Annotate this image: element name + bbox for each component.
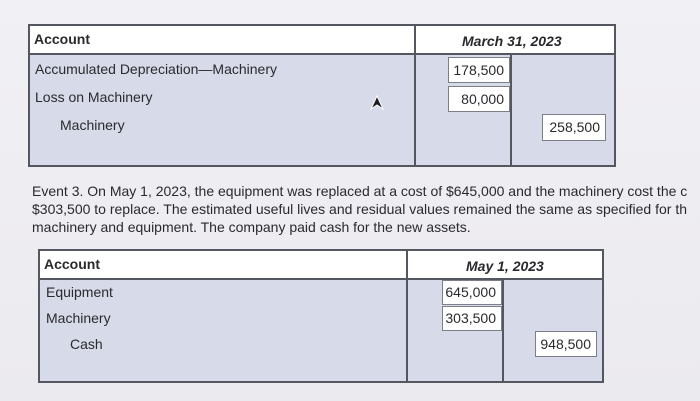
row-account-machinery: Machinery <box>46 310 111 326</box>
header-account: Account <box>34 31 90 47</box>
event-line-1: Event 3. On May 1, 2023, the equipment was replaced at a cost of $645,000 and the machinery cost the c <box>32 183 688 199</box>
column-divider <box>414 26 416 165</box>
table-header <box>40 251 602 280</box>
debit-input-loss[interactable] <box>448 86 510 112</box>
column-divider <box>406 251 408 381</box>
journal-entry-table-march <box>28 24 616 167</box>
row-account-machinery: Machinery <box>60 117 125 133</box>
table-header <box>30 26 614 55</box>
credit-value: 258,500 <box>549 119 600 135</box>
debit-input-machinery[interactable] <box>442 306 502 331</box>
event-line-3: machinery and equipment. The company paid cash for the new assets. <box>32 219 471 235</box>
header-account: Account <box>44 256 100 272</box>
row-account-accum-dep: Accumulated Depreciation—Machinery <box>35 61 277 77</box>
credit-value: 948,500 <box>540 336 591 352</box>
credit-input-cash[interactable] <box>535 331 597 357</box>
header-date: March 31, 2023 <box>462 33 562 49</box>
debit-value: 645,000 <box>445 284 496 300</box>
row-account-equipment: Equipment <box>46 284 113 300</box>
mouse-pointer-icon <box>370 95 384 111</box>
event-line-2: $303,500 to replace. The estimated useful lives and residual values remained the same as specified for th <box>32 201 688 217</box>
row-account-cash: Cash <box>70 336 103 352</box>
column-divider <box>510 53 512 165</box>
debit-value: 80,000 <box>461 91 504 107</box>
column-divider <box>502 278 504 381</box>
debit-value: 303,500 <box>445 310 496 326</box>
event-description <box>32 182 700 236</box>
journal-entry-table-may <box>38 249 604 383</box>
row-account-loss: Loss on Machinery <box>35 89 153 105</box>
header-date: May 1, 2023 <box>466 258 544 274</box>
credit-input-machinery[interactable] <box>542 114 606 141</box>
debit-input-equipment[interactable] <box>442 280 502 305</box>
debit-input-accum-dep[interactable] <box>448 57 510 83</box>
debit-value: 178,500 <box>453 62 504 78</box>
